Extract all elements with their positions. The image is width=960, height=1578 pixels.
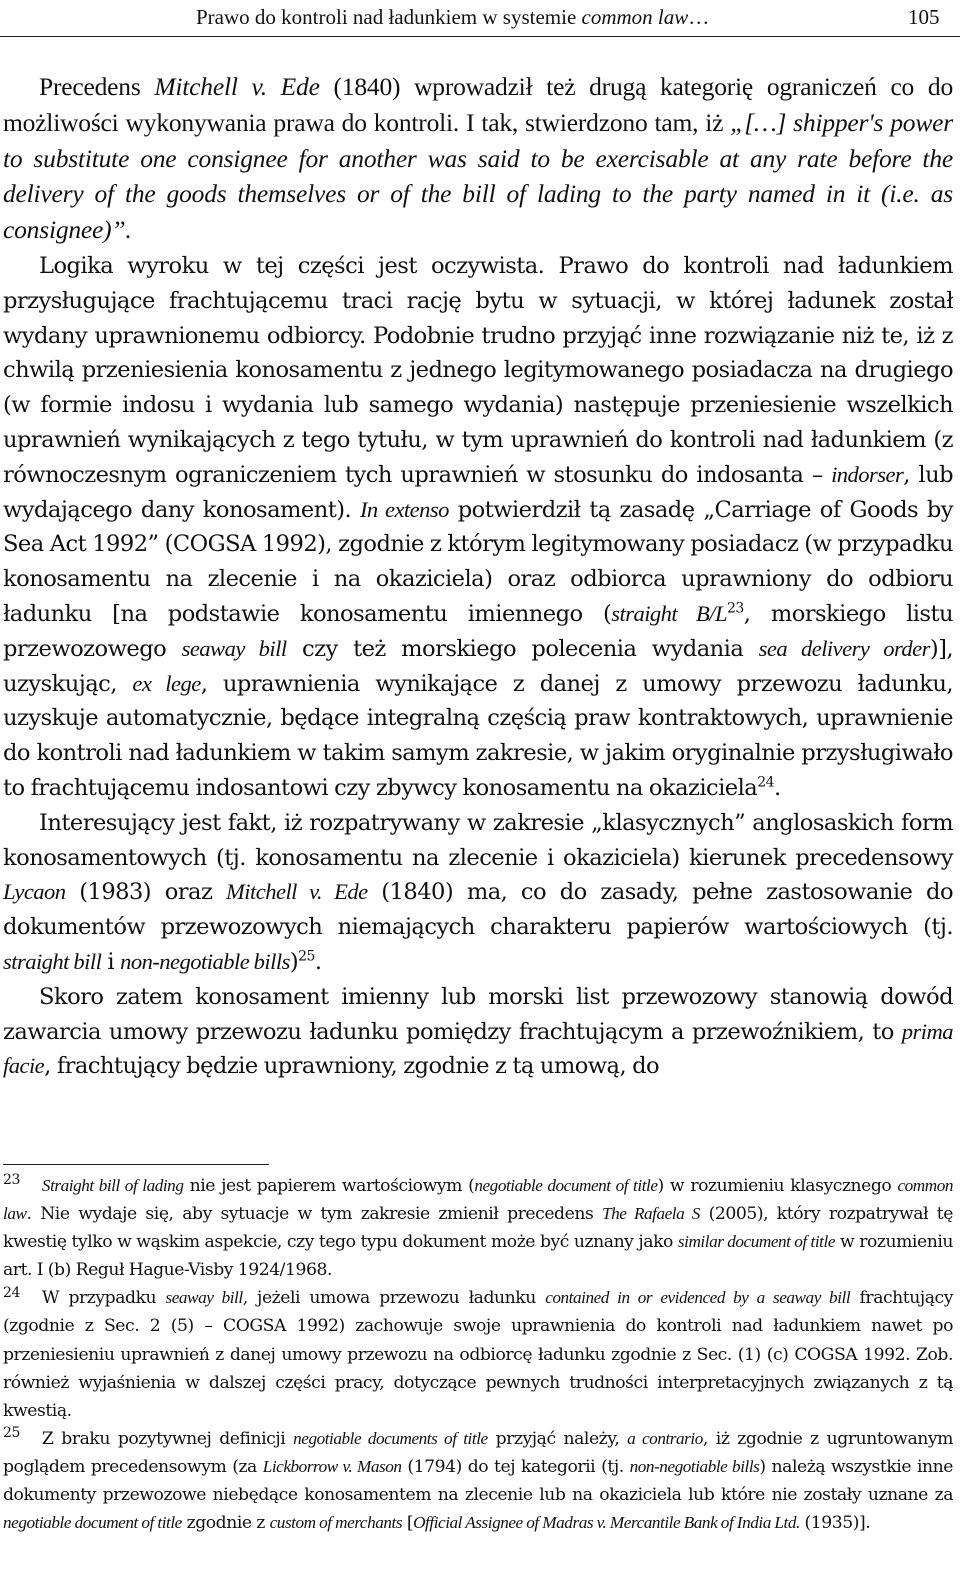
fn24-italic-1: seaway bill bbox=[165, 1288, 243, 1308]
p3-term-straight-bill: straight bill bbox=[3, 948, 102, 974]
fn25-italic-5: negotiable document of title bbox=[3, 1513, 182, 1533]
fn25-text-b: przyjąć należy, bbox=[487, 1428, 628, 1449]
p2-term-ex-lege: ex lege bbox=[132, 670, 201, 696]
p3-term-non-negotiable: non-negotiable bills bbox=[120, 948, 290, 974]
p2-term-indorser: indorser bbox=[831, 461, 904, 487]
footnote-25 bbox=[3, 1425, 953, 1537]
running-title-ellipsis: … bbox=[688, 5, 710, 29]
fn25-text-a: Z braku pozytywnej definicji bbox=[41, 1428, 294, 1449]
header-divider bbox=[0, 36, 960, 37]
fn23-italic-5: similar document of title bbox=[677, 1232, 836, 1252]
fn24-italic-2: contained in or evidenced by a seaway bill bbox=[545, 1288, 851, 1308]
p2-text-g: , uprawnienia wynikające z danej z umowy przewozu ładunku, uzyskuje automatycznie, będące integralną częścią praw kontraktowych, uprawnienie do kontroli nad ładunkiem w takim samym zakresie, w jakim oryginalnie przysługiwało to frachtującemu indosantowi czy zbywcy konosamentu na okaziciela bbox=[3, 670, 954, 801]
p2-term-straight-bl: straight B/L bbox=[611, 600, 728, 626]
running-title bbox=[196, 4, 709, 30]
p1-text-cont: (1840) wprowadził też drugą kategorię ograniczeń co do możliwości wykonywania prawa do kontroli. I tak, stwierdzono tam, iż bbox=[3, 72, 953, 137]
footnote-ref-23: 23 bbox=[727, 600, 744, 617]
p4-text-b: , frachtujący będzie uprawniony, zgodnie z tą umową, do bbox=[44, 1053, 660, 1080]
fn23-text-a: nie jest papierem wartościowym ( bbox=[183, 1176, 475, 1196]
fn23-italic-1: Straight bill of lading bbox=[41, 1176, 184, 1195]
fn25-italic-7: Official Assignee of Madras v. Mercantile Bank of India Ltd. bbox=[413, 1513, 800, 1533]
fn25-italic-6: custom of merchants bbox=[269, 1513, 403, 1533]
paragraph-2 bbox=[3, 249, 953, 806]
fn24-text-b: , jeżeli umowa przewozu ładunku bbox=[242, 1288, 546, 1309]
fn23-italic-4: The Rafaela S bbox=[602, 1204, 700, 1224]
p2-text-b: , lub wydającego dany konosament). bbox=[3, 461, 953, 523]
p3-case-lycaon: Lycaon bbox=[3, 879, 66, 905]
fn25-text-f: zgodnie z bbox=[181, 1513, 270, 1534]
fn23-text-c: . Nie wydaje się, aby sytuacje w tym zakresie zmienił precedens bbox=[26, 1204, 603, 1225]
p3-text-c: (1840) ma, co do zasady, pełne zastosowanie do dokumentów przewozowych niemających charakteru papierów wartościowych (tj. bbox=[3, 879, 953, 941]
fn24-text-a: W przypadku bbox=[41, 1288, 166, 1309]
paragraph-1 bbox=[3, 70, 953, 249]
p2-text-d: , morskiego listu przewozowego bbox=[3, 600, 953, 662]
footnote-23 bbox=[3, 1172, 953, 1284]
p2-text-c: potwierdził tą zasadę „Carriage of Goods by Sea Act 1992” (COGSA 1992), zgodnie z którym legitymowany posiadacz (w przypadku konosamentu na zlecenie i na okaziciela) oraz odbiorca uprawniony do odbioru ładunku [na podstawie konosamentu imiennego ( bbox=[3, 496, 953, 627]
p1-text: Precedens bbox=[39, 72, 155, 101]
p3-text-f: . bbox=[314, 948, 322, 975]
fn25-text-c: , iż zgodnie z ugruntowanym poglądem precedensowym (za bbox=[3, 1428, 953, 1477]
fn25-text-g: [ bbox=[402, 1513, 414, 1534]
footnote-number: 25 bbox=[3, 1425, 20, 1442]
p4-text: Skoro zatem konosament imienny lub morski list przewozowy stanowią dowód zawarcia umowy przewozu ładunku pomiędzy frachtującym a przewoźnikiem, to bbox=[3, 983, 953, 1045]
p4-term-prima-facie: prima facie bbox=[3, 1018, 953, 1079]
fn23-text-b: ) w rozumieniu klasycznego bbox=[657, 1176, 898, 1196]
fn23-italic-3: common law bbox=[3, 1176, 953, 1224]
footnote-ref-25: 25 bbox=[298, 948, 315, 965]
p2-term-seaway-bill: seaway bill bbox=[181, 635, 287, 661]
fn25-text-d: (1794) do tej kategorii (tj. bbox=[401, 1456, 630, 1477]
running-title-text: Prawo do kontroli nad ładunkiem w systemie bbox=[196, 5, 582, 29]
fn23-text-d: (2005), który rozpatrywał tę kwestię tylko w wąskim aspekcie, czy tego typu dokument może być uznany jako bbox=[3, 1204, 953, 1253]
fn25-italic-4: non-negotiable bills bbox=[629, 1456, 760, 1476]
p2-text: Logika wyroku w tej części jest oczywista. Prawo do kontroli nad ładunkiem przysługujące frachtującemu traci rację bytu w sytuacji, w której ładunek został wydany uprawnionemu odbiorcy. Podobnie trudno przyjąć inne rozwiązanie niż te, iż z chwilą przeniesienia konosamentu z jednego legitymowanego posiadacza na drugiego (w formie indosu i wydania lub samego wydania) następuje przeniesienie wszelkich uprawnień wynikających z tego tytułu, w tym uprawnień do kontroli nad ładunkiem (z równoczesnym ograniczeniem tych uprawnień w stosunku do indosanta – bbox=[3, 252, 953, 488]
fn23-text-e: w rozumieniu art. I (b) Reguł Hague-Visby 1924/1968. bbox=[3, 1232, 953, 1281]
running-title-italic: common law bbox=[581, 5, 689, 29]
fn24-text-c: frachtujący (zgodnie z Sec. 2 (5) – COGSA 1992) zachowuje swoje uprawnienia do kontroli nad ładunkiem nawet po przeniesieniu uprawnień z danej umowy przewozu na odbiorcę ładunku zgodnie z Sec. (1) (c) COGSA 1992. Zob. również wyjaśnienia w dalszej części pracy, dotyczące pewnych trudności interpretacyjnych związanych z tą kwestią. bbox=[3, 1288, 953, 1421]
p1-case-name: Mitchell v. Ede bbox=[154, 72, 320, 101]
p3-text-d: i bbox=[101, 948, 121, 975]
fn25-text-e: ) należą wszystkie inne dokumenty przewozowe niebędące konosamentem na zlecenie lub na okaziciela lub które nie zostały uznane za bbox=[3, 1456, 953, 1506]
footnote-24 bbox=[3, 1284, 953, 1424]
p2-text-f: )], uzyskując, bbox=[3, 635, 953, 697]
p2-text-e: czy też morskiego polecenia wydania bbox=[286, 635, 759, 662]
paragraph-4 bbox=[3, 980, 953, 1084]
p2-text-h: . bbox=[773, 774, 781, 801]
p3-text-b: (1983) oraz bbox=[65, 879, 227, 906]
fn25-italic-3: Lickborrow v. Mason bbox=[262, 1456, 402, 1476]
paragraph-3 bbox=[3, 806, 953, 980]
p1-english-quote: „[…] shipper's power to substitute one consignee for another was said to be exercisable at any rate before the delivery of the goods themselves or of the bill of lading to the party named in it (i.e. as consignee)”. bbox=[3, 107, 953, 245]
footnote-number: 23 bbox=[3, 1172, 20, 1189]
footnote-ref-24: 24 bbox=[757, 774, 774, 791]
footnote-number: 24 bbox=[3, 1284, 20, 1301]
p2-term-sea-delivery-order: sea delivery order bbox=[758, 635, 930, 661]
fn25-text-h: (1935)]. bbox=[799, 1513, 871, 1534]
fn25-italic-2: a contrario bbox=[627, 1428, 703, 1448]
page-number: 105 bbox=[908, 5, 940, 29]
p2-term-in-extenso: In extenso bbox=[359, 496, 449, 522]
p3-case-mitchell: Mitchell v. Ede bbox=[226, 879, 368, 905]
footnotes bbox=[3, 1172, 953, 1537]
page-header bbox=[0, 0, 960, 40]
fn23-italic-2: negotiable document of title bbox=[474, 1176, 658, 1195]
footnote-divider bbox=[3, 1164, 269, 1165]
p3-text-e: ) bbox=[289, 948, 299, 975]
fn25-italic-1: negotiable documents of title bbox=[293, 1428, 488, 1448]
body-text bbox=[3, 70, 953, 1084]
p3-text: Interesujący jest fakt, iż rozpatrywany w zakresie „klasycznych” anglosaskich form konosamentowych (tj. konosamentu na zlecenie i okaziciela) kierunek precedensowy bbox=[3, 809, 953, 871]
